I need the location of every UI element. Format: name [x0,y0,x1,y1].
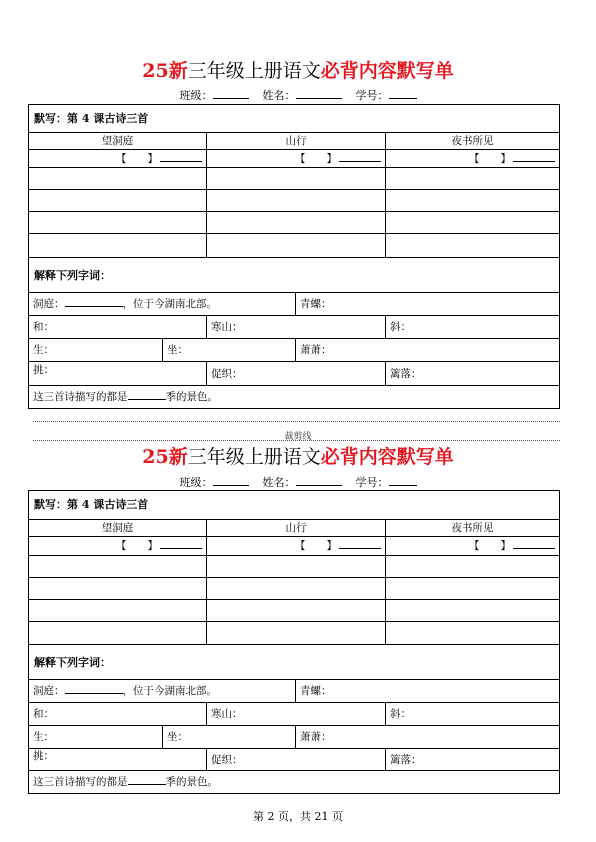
explain-row-1 [29,292,559,315]
explain-row-1 [29,679,559,702]
poem-line-row [29,189,559,211]
poem-line-cell[interactable] [206,578,385,599]
poem-line-cell[interactable] [385,600,559,621]
poem-title-2: 山行 [206,133,385,149]
dictation-heading: 默写：第 4 课古诗三首 [34,498,149,511]
explain-row-4 [29,361,559,385]
cuzhi-question[interactable]: 促织： [206,362,385,385]
poem-line-row [29,599,559,621]
qingluo-question[interactable]: 青螺： [295,293,559,315]
poem-line-cell[interactable] [29,234,206,257]
name-label: 姓名： [262,89,296,102]
cut-line-bottom [33,440,560,441]
explain-row-2 [29,315,559,338]
xie-question[interactable]: 斜： [385,703,559,725]
poem-line-cell[interactable] [29,168,206,189]
dongting-question[interactable]: 洞庭： ，位于今湖南北部。 [33,298,217,310]
student-info-line [0,89,596,102]
author-blank-3[interactable]: 【 】 [385,537,559,555]
season-question[interactable]: 这三首诗描写的都是 季的景色。 [33,391,218,403]
poem-line-cell[interactable] [385,622,559,644]
poem-line-cell[interactable] [385,190,559,211]
dictation-heading-row [29,105,559,132]
worksheet-title: 25新三年级上册语文必背内容默写单 [142,446,454,468]
class-label: 班级： [179,89,213,102]
he-question[interactable]: 和： [33,708,54,720]
poem-line-row [29,555,559,577]
poem-line-cell[interactable] [29,556,206,577]
sheng-question[interactable]: 生： [33,731,54,743]
explain-heading: 解释下列字词： [34,269,111,282]
liluo-question[interactable]: 篱落： [385,362,559,385]
id-label: 学号： [355,476,389,489]
poem-author-row [29,149,559,167]
id-blank [389,476,417,486]
class-label: 班级： [179,476,213,489]
sheng-question[interactable]: 生： [33,344,54,356]
class-blank [213,476,249,486]
poem-line-cell[interactable] [206,168,385,189]
poem-title-2: 山行 [206,520,385,536]
poem-title-row [29,519,559,536]
poem-line-row [29,167,559,189]
poem-line-cell[interactable] [206,190,385,211]
explain-row-3 [29,725,559,748]
student-info-line [0,476,596,489]
poem-line-cell[interactable] [29,190,206,211]
name-blank [296,89,342,99]
class-blank [213,89,249,99]
dictation-heading: 默写：第 4 课古诗三首 [34,112,149,125]
explain-row-4 [29,748,559,770]
poem-title-1: 望洞庭 [101,135,134,147]
explain-row-5 [29,770,559,793]
explain-row-2 [29,702,559,725]
poem-line-cell[interactable] [385,212,559,233]
poem-line-row [29,577,559,599]
poem-line-cell[interactable] [206,212,385,233]
poem-line-cell[interactable] [206,600,385,621]
xie-question[interactable]: 斜： [385,316,559,338]
author-blank-1[interactable]: 【 】 [29,150,206,167]
name-label: 姓名： [262,476,296,489]
poem-title-3: 夜书所见 [385,520,559,536]
explain-row-3 [29,338,559,361]
poem-line-cell[interactable] [29,578,206,599]
id-label: 学号： [355,89,389,102]
poem-line-cell[interactable] [385,234,559,257]
cut-line-top [33,421,560,422]
poem-line-cell[interactable] [206,234,385,257]
xiaoxiao-question[interactable]: 萧萧： [295,726,559,748]
page-footer: 第 2 页，共 21 页 [253,810,343,823]
hanshan-question[interactable]: 寒山： [206,316,385,338]
poem-line-row [29,233,559,257]
poem-line-cell[interactable] [385,578,559,599]
worksheet-title: 25新三年级上册语文必背内容默写单 [142,60,454,82]
poem-line-cell[interactable] [29,622,206,644]
poem-title-row [29,132,559,149]
poem-line-row [29,211,559,233]
cuzhi-question[interactable]: 促织： [206,749,385,770]
author-blank-2[interactable]: 【 】 [206,537,385,555]
poem-line-cell[interactable] [29,600,206,621]
poem-line-cell[interactable] [206,556,385,577]
poem-line-cell[interactable] [206,622,385,644]
tiao-question[interactable]: 挑： [33,364,54,376]
zuo-question[interactable]: 坐： [162,339,295,361]
poem-line-cell[interactable] [29,212,206,233]
poem-title-1: 望洞庭 [101,522,134,534]
hanshan-question[interactable]: 寒山： [206,703,385,725]
liluo-question[interactable]: 篱落： [385,749,559,770]
qingluo-question[interactable]: 青螺： [295,680,559,702]
explain-heading: 解释下列字词： [34,656,111,669]
xiaoxiao-question[interactable]: 萧萧： [295,339,559,361]
season-question[interactable]: 这三首诗描写的都是 季的景色。 [33,776,218,788]
dictation-table [28,104,560,409]
dictation-table [28,490,560,794]
explain-heading-row [29,644,559,679]
author-blank-1[interactable]: 【 】 [29,537,206,555]
zuo-question[interactable]: 坐： [162,726,295,748]
poem-line-cell[interactable] [385,168,559,189]
explain-heading-row [29,257,559,292]
tiao-question[interactable]: 挑： [33,750,54,762]
poem-line-cell[interactable] [385,556,559,577]
name-blank [296,476,342,486]
poem-line-row [29,621,559,644]
explain-row-5 [29,385,559,408]
author-blank-2[interactable]: 【 】 [206,150,385,167]
he-question[interactable]: 和： [33,321,54,333]
id-blank [389,89,417,99]
poem-title-3: 夜书所见 [385,133,559,149]
author-blank-3[interactable]: 【 】 [385,150,559,167]
dongting-question[interactable]: 洞庭： ，位于今湖南北部。 [33,685,217,697]
cut-line-label: 裁剪线 [284,432,312,442]
poem-author-row [29,536,559,555]
dictation-heading-row [29,491,559,519]
